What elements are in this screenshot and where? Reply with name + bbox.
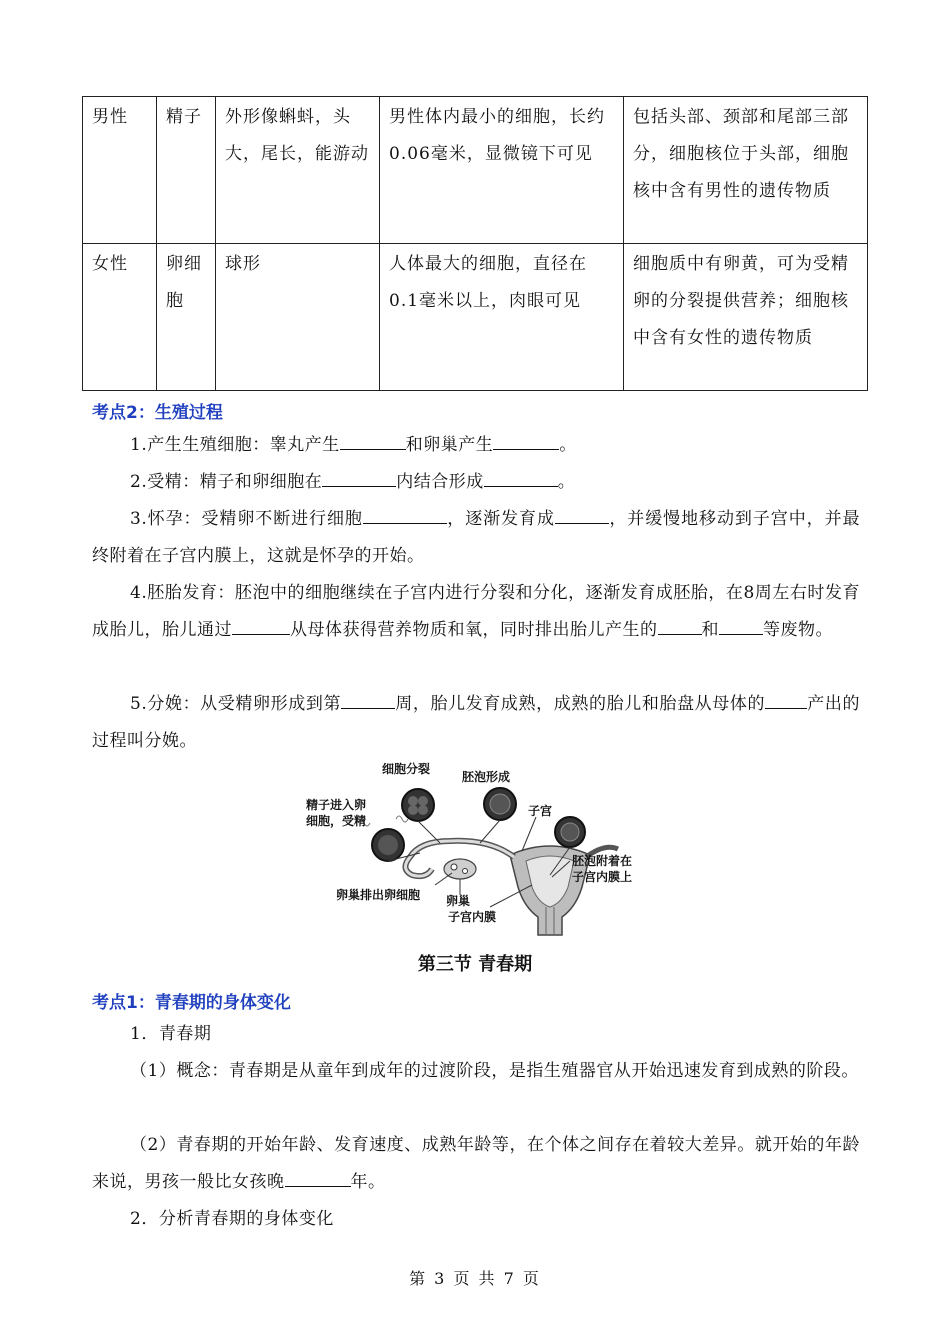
fill-blank[interactable] (658, 616, 702, 635)
label-uterus: 子宫 (528, 804, 553, 818)
paragraph-concept: （1）概念：青春期是从童年到成年的过渡阶段，是指生殖器官从开始迅速发育到成熟的阶段。 (130, 1061, 859, 1081)
text: 产出的过程叫分娩。 (92, 694, 861, 751)
cell-sex: 男性 (83, 97, 157, 244)
reproductive-cells-table (82, 96, 868, 391)
topic2-heading: 考点2：生殖过程 (92, 403, 223, 423)
label-implantation: 胚泡附着在 子宫内膜上 (572, 854, 633, 884)
topic1-heading: 考点1：青春期的身体变化 (92, 993, 291, 1013)
fill-blank[interactable] (719, 616, 763, 635)
table-row (83, 97, 868, 244)
text: 。 (559, 435, 577, 455)
text: （2）青春期的开始年龄、发育速度、成熟年龄等，在个体之间存在着较大差异。就开始的年龄来说，男孩一般比女孩晚 (92, 1135, 860, 1192)
table-row (83, 244, 868, 391)
text: ，逐渐发育成 (446, 509, 555, 529)
reproduction-diagram (300, 757, 650, 937)
fill-blank[interactable] (765, 690, 807, 709)
paragraph-pregnancy (92, 501, 860, 575)
label-endometrium: 子宫内膜 (448, 910, 497, 924)
paragraph-delivery (92, 686, 860, 760)
text: ，并缓慢地移动到子宫中，并最终附着在子宫内膜上，这就是怀孕的开始。 (92, 509, 861, 566)
label-ovulation: 卵巢排出卵细胞 (336, 888, 421, 902)
fill-blank[interactable] (493, 431, 559, 450)
fill-blank[interactable] (555, 505, 609, 524)
cell-structure: 细胞质中有卵黄，可为受精卵的分裂提供营养；细胞核中含有女性的遗传物质 (624, 244, 868, 391)
fill-blank[interactable] (322, 468, 396, 487)
text: 等废物。 (763, 620, 833, 640)
label-cell-division: 细胞分裂 (382, 762, 431, 776)
fill-blank[interactable] (340, 431, 406, 450)
label-ovary: 卵巢 (446, 894, 471, 908)
fill-blank[interactable] (484, 468, 558, 487)
cell-size: 男性体内最小的细胞，长约0.06毫米，显微镜下可见 (380, 97, 624, 244)
cell-type: 卵细胞 (157, 244, 216, 391)
paragraph-fertilization (92, 464, 860, 501)
text: 内结合形成 (396, 472, 484, 492)
text: 周，胎儿发育成熟，成熟的胎儿和胎盘从母体的 (395, 694, 766, 714)
cell-sex: 女性 (83, 244, 157, 391)
label-blastocyst-formation: 胚泡形成 (462, 770, 511, 784)
text: 1.产生生殖细胞：睾丸产生 (130, 435, 340, 455)
fill-blank[interactable] (285, 1168, 351, 1187)
cell-shape: 外形像蝌蚪，头大，尾长，能游动 (216, 97, 380, 244)
text: 从母体获得营养物质和氧，同时排出胎儿产生的 (290, 620, 658, 640)
paragraph-embryo (92, 575, 860, 649)
cell-shape: 球形 (216, 244, 380, 391)
fill-blank[interactable] (363, 505, 447, 524)
text: 5.分娩：从受精卵形成到第 (130, 694, 342, 714)
label-fertilization: 精子进入卵 细胞，受精 (306, 798, 367, 828)
paragraph-germ-cells (92, 427, 860, 464)
cell-size: 人体最大的细胞，直径在0.1毫米以上，肉眼可见 (380, 244, 624, 391)
text: 和 (701, 620, 719, 640)
cell-type: 精子 (157, 97, 216, 244)
cell-structure: 包括头部、颈部和尾部三部分，细胞核位于头部，细胞核中含有男性的遗传物质 (624, 97, 868, 244)
text: 2.受精：精子和卵细胞在 (130, 472, 323, 492)
text: 。 (557, 472, 576, 492)
item-puberty: 1．青春期 (130, 1024, 212, 1044)
fill-blank[interactable] (341, 690, 395, 709)
text: 年。 (350, 1172, 386, 1192)
paragraph-differences (92, 1127, 860, 1201)
text: 4.胚胎发育：胚泡中的细胞继续在子宫内进行分裂和分化，逐渐发育成胚胎，在8周左右时发育成胎儿，胎儿通过 (92, 583, 860, 640)
fill-blank[interactable] (232, 616, 290, 635)
text: 3.怀孕：受精卵不断进行细胞 (130, 509, 363, 529)
page-footer: 第 3 页 共 7 页 (409, 1269, 541, 1288)
item-body-changes: 2．分析青春期的身体变化 (130, 1209, 334, 1229)
text: 和卵巢产生 (405, 435, 494, 455)
section-title: 第三节 青春期 (417, 954, 533, 975)
